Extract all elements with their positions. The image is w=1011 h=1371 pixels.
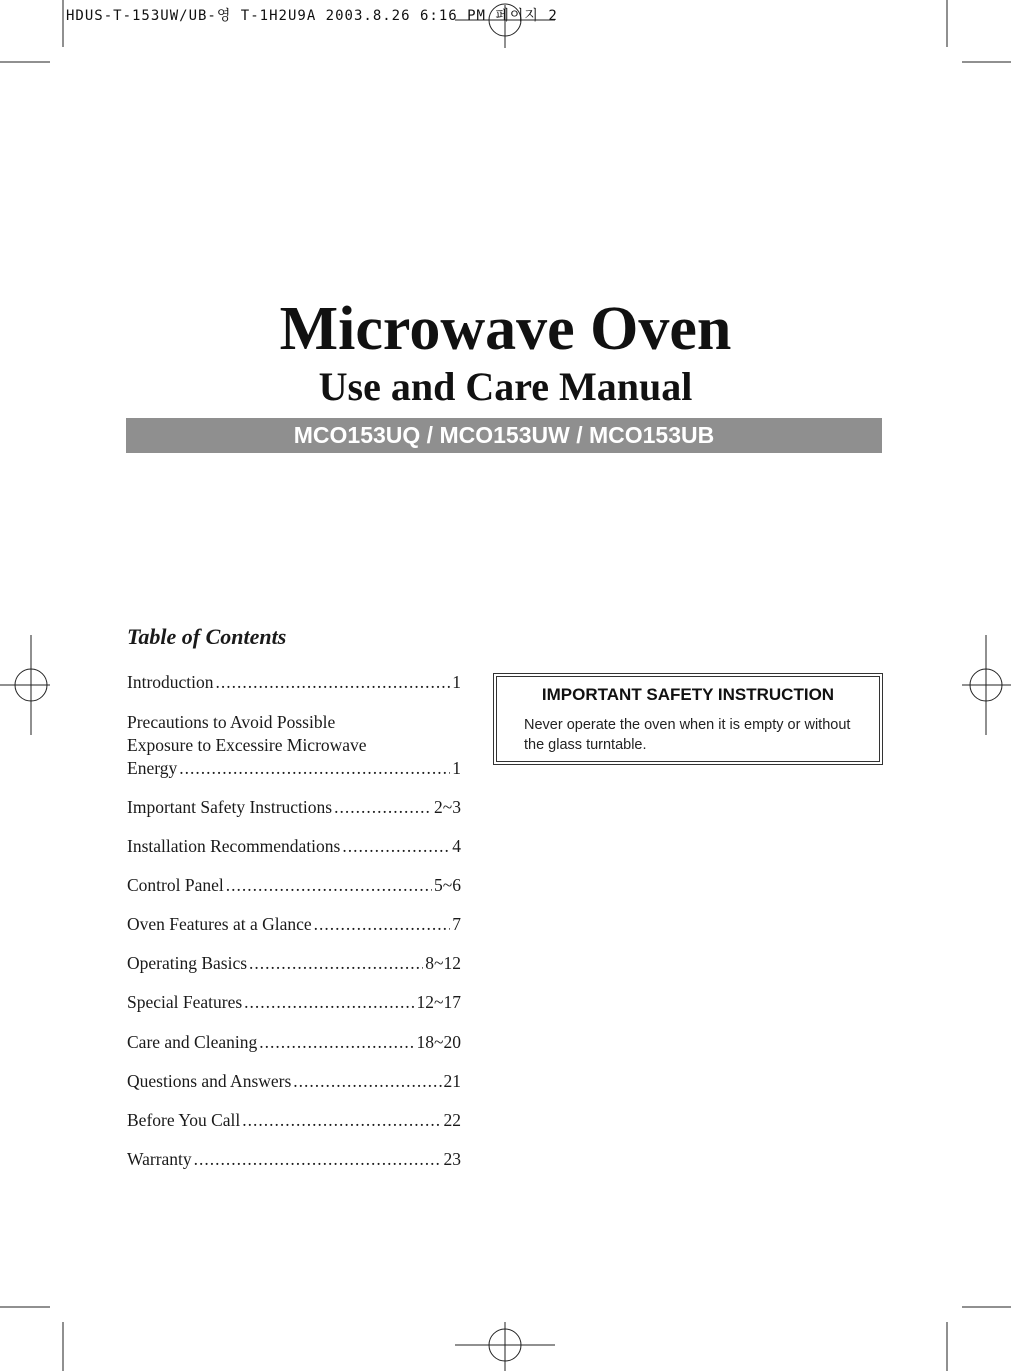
toc-entry-label: Introduction	[127, 672, 214, 692]
toc-entry-page: 21	[443, 1071, 461, 1091]
toc-entry-page: 1	[452, 672, 461, 692]
toc-leader-dots	[194, 1148, 442, 1171]
toc-entry-page: 5~6	[434, 875, 461, 895]
toc-entry-page: 2~3	[434, 797, 461, 817]
toc-heading: Table of Contents	[127, 624, 287, 649]
toc-leader-dots	[242, 1109, 441, 1132]
document-title: Microwave Oven	[279, 295, 732, 363]
toc-entry-label: Before You Call	[127, 1110, 241, 1130]
toc-entry-page: 23	[443, 1149, 461, 1169]
toc-entry-page: 12~17	[416, 992, 461, 1012]
toc-entry-page: 7	[452, 914, 461, 934]
toc-entry-before-you-call[interactable]	[127, 1109, 461, 1132]
toc-leader-dots	[293, 1070, 441, 1093]
toc-entry-control-panel[interactable]	[127, 874, 461, 897]
toc-leader-dots	[226, 874, 432, 897]
toc-entry-label: Energy	[127, 758, 178, 778]
toc-entry-precautions[interactable]	[127, 711, 461, 780]
toc-entry-line: Exposure to Excessire Microwave	[127, 735, 367, 755]
toc-entry-label: Operating Basics	[127, 953, 248, 973]
toc-leader-dots	[314, 913, 451, 936]
toc-leader-dots	[249, 952, 423, 975]
toc-entry-warranty[interactable]	[127, 1148, 461, 1171]
toc-entry-safety-instructions[interactable]	[127, 796, 461, 819]
toc-entry-line: Precautions to Avoid Possible	[127, 712, 336, 732]
model-numbers-bar: MCO153UQ / MCO153UW / MCO153UB	[126, 418, 882, 453]
toc-entry-label: Installation Recommendations	[127, 836, 341, 856]
toc-entry-label: Care and Cleaning	[127, 1032, 258, 1052]
toc-entry-page: 18~20	[416, 1032, 461, 1052]
toc-entry-installation[interactable]	[127, 835, 461, 858]
toc-leader-dots	[342, 835, 450, 858]
toc-leader-dots	[179, 757, 450, 780]
safety-notice-body: Never operate the oven when it is empty or without the glass turntable.	[524, 717, 851, 753]
toc-entry-label: Warranty	[127, 1149, 192, 1169]
toc-entry-label: Control Panel	[127, 875, 224, 895]
toc-entry-oven-features[interactable]	[127, 913, 461, 936]
toc-entry-care-cleaning[interactable]	[127, 1031, 461, 1054]
toc-entry-page: 1	[452, 758, 461, 778]
toc-leader-dots	[216, 671, 451, 694]
toc-leader-dots	[244, 991, 414, 1014]
toc-entry-page: 4	[452, 836, 461, 856]
toc-entry-label: Special Features	[127, 992, 243, 1012]
toc-entry-page: 22	[443, 1110, 461, 1130]
safety-notice-title: IMPORTANT SAFETY INSTRUCTION	[541, 685, 835, 704]
toc-entry-questions-answers[interactable]	[127, 1070, 461, 1093]
toc-entry-operating-basics[interactable]	[127, 952, 461, 975]
toc-leader-dots	[259, 1031, 414, 1054]
document-subtitle: Use and Care Manual	[318, 364, 693, 409]
toc-entry-label: Questions and Answers	[127, 1071, 292, 1091]
toc-leader-dots	[334, 796, 432, 819]
toc-entry-special-features[interactable]	[127, 991, 461, 1014]
print-slug: HDUS-T-153UW/UB-영 T-1H2U9A 2003.8.26 6:16 PM 페이지 2	[66, 8, 558, 24]
toc-entry-label: Important Safety Instructions	[127, 797, 333, 817]
toc-entry-page: 8~12	[425, 953, 461, 973]
toc-entry-label: Oven Features at a Glance	[127, 914, 312, 934]
toc-entry-introduction[interactable]	[127, 671, 461, 694]
safety-notice-box	[496, 676, 880, 762]
